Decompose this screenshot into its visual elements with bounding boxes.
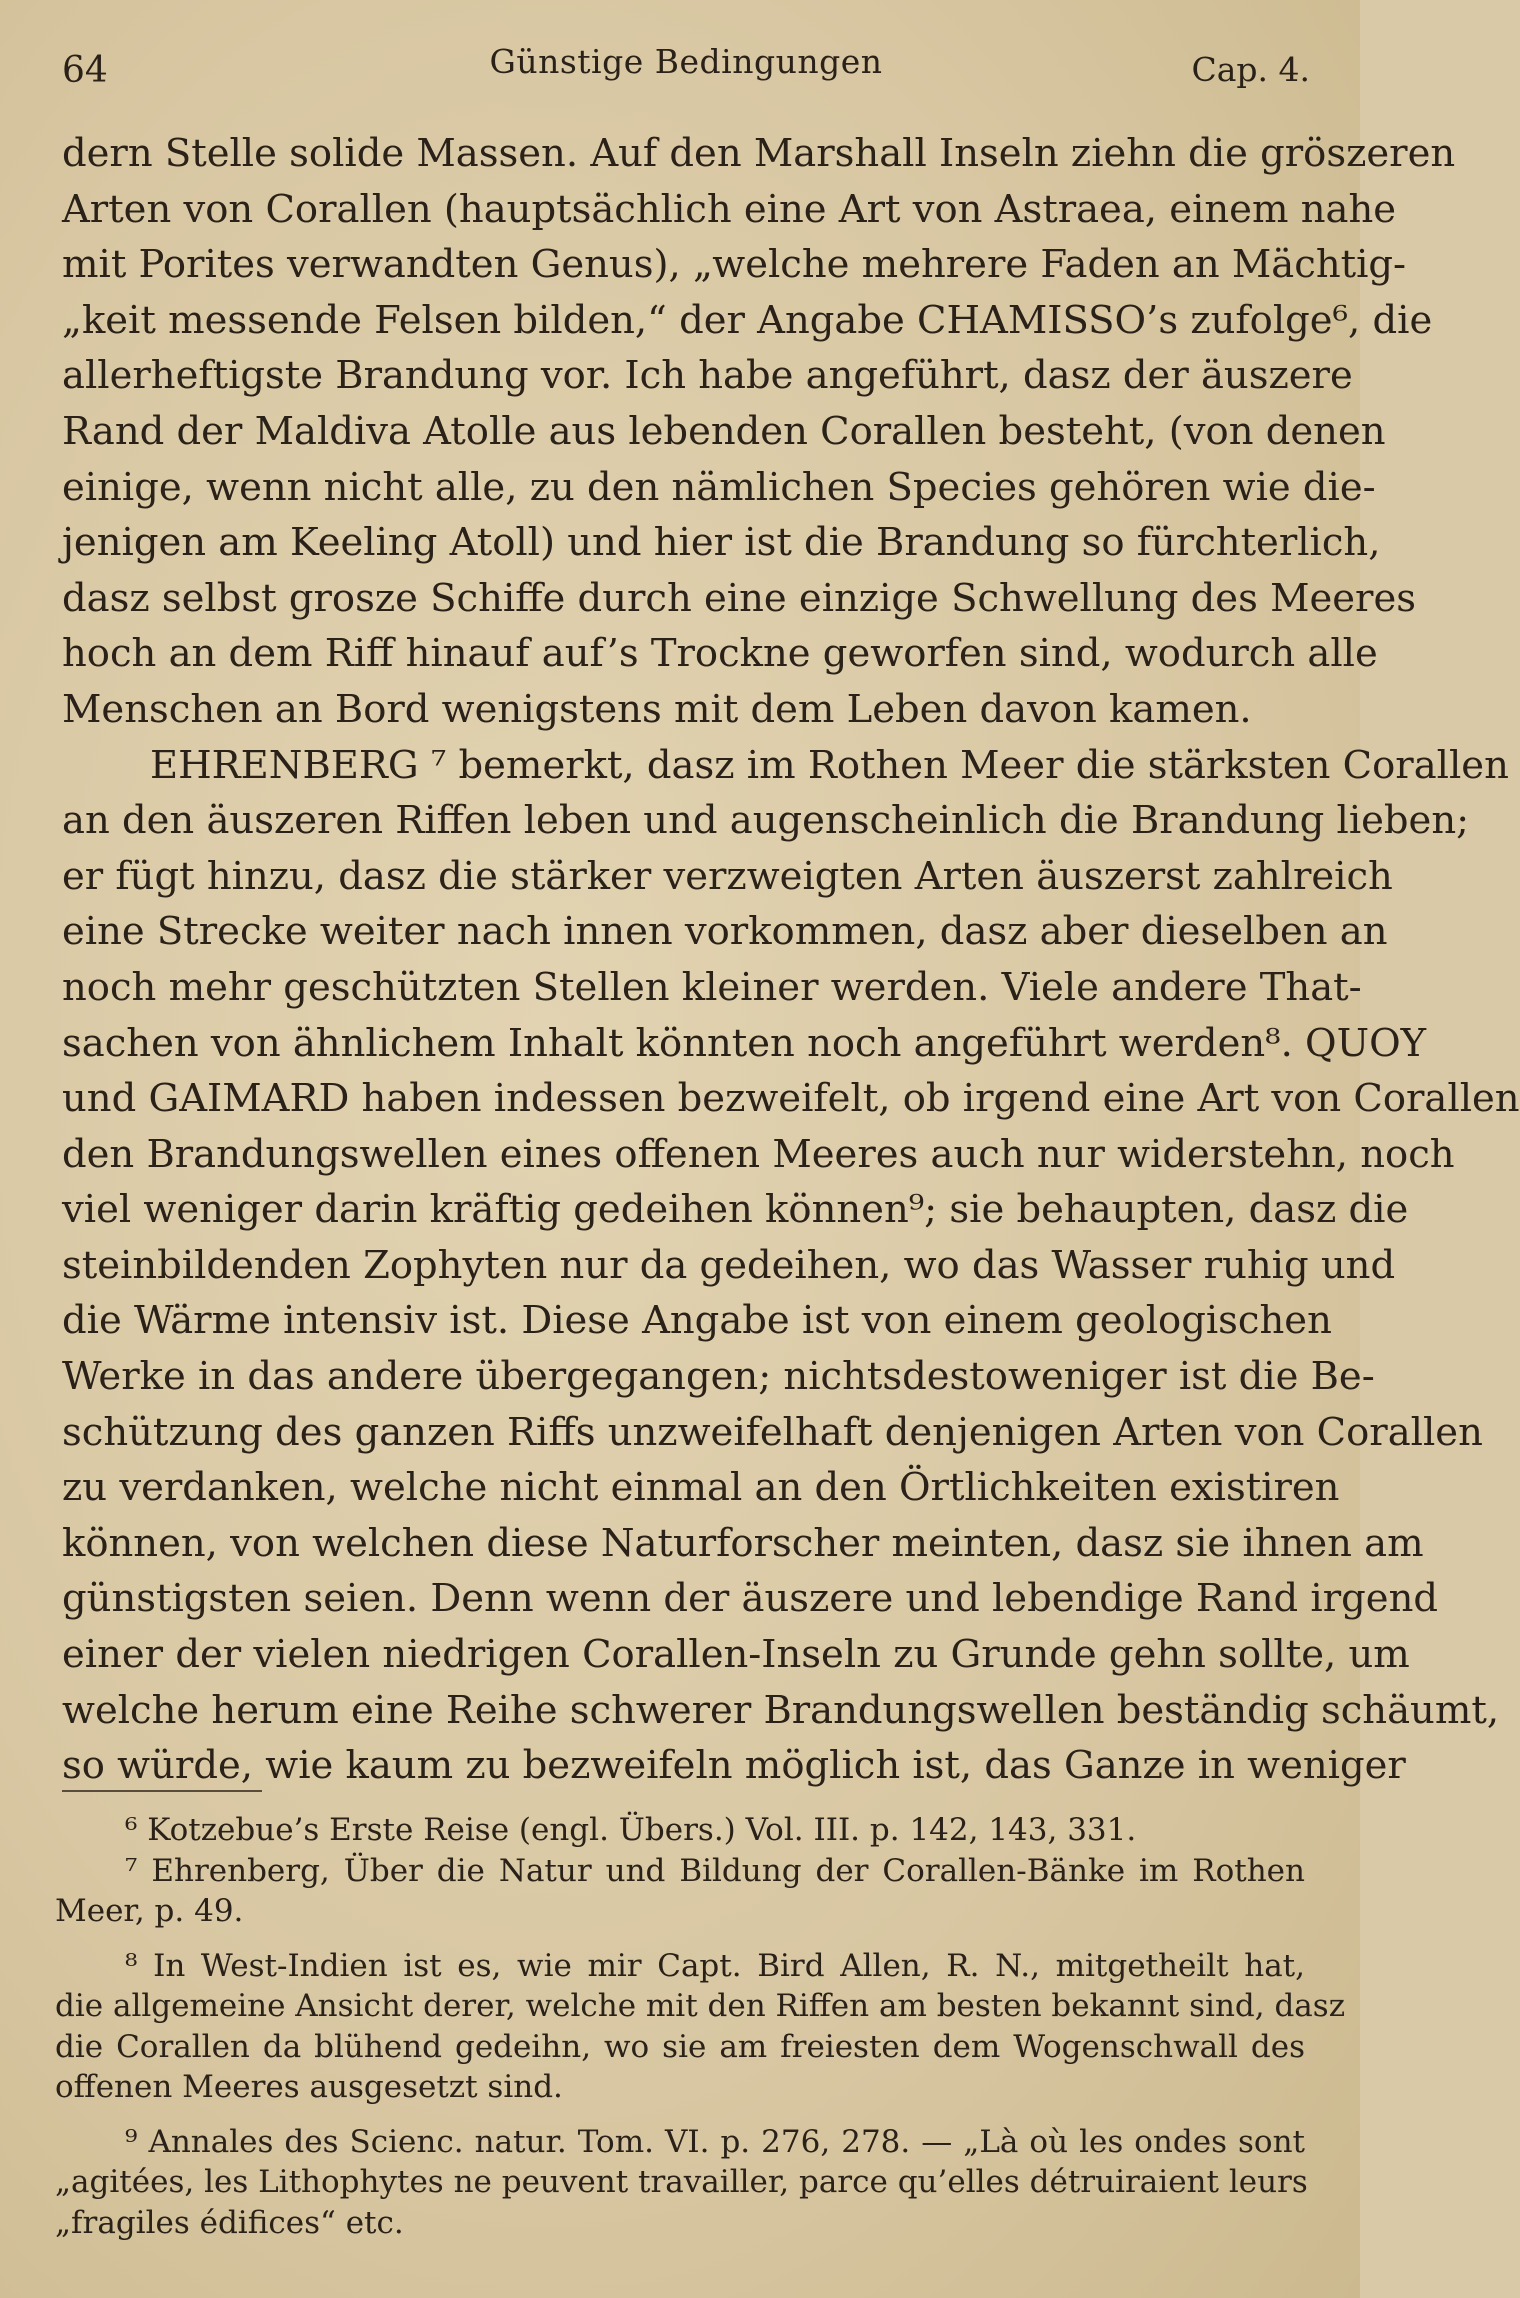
text-line: EHRENBERG ⁷ bemerkt, dasz im Rothen Meer die stärksten Corallen <box>150 742 1509 788</box>
footnote-line: ⁸ In West-Indien ist es, wie mir Capt. Bird Allen, R. N., mitgetheilt hat, <box>125 1947 1305 1984</box>
text-line: die Wärme intensiv ist. Diese Angabe ist von einem geologischen <box>62 1298 1332 1344</box>
text-line: eine Strecke weiter nach innen vorkommen, dasz aber dieselben an <box>62 909 1388 955</box>
text-line: welche herum eine Reihe schwerer Brandungswellen beständig schäumt, <box>62 1687 1500 1733</box>
text-line: den Brandungswellen eines offenen Meeres auch nur widerstehn, noch <box>62 1131 1455 1177</box>
text-line: sachen von ähnlichem Inhalt könnten noch angeführt werden⁸. QUOY <box>62 1020 1427 1066</box>
page-header <box>62 42 1310 92</box>
text-line: allerheftigste Brandung vor. Ich habe angeführt, dasz der äuszere <box>62 353 1353 399</box>
chapter-label: Cap. 4. <box>1191 50 1310 89</box>
text-line: einer der vielen niedrigen Corallen-Inseln zu Grunde gehn sollte, um <box>62 1632 1410 1678</box>
footnote-line: offenen Meeres ausgesetzt sind. <box>55 2069 563 2105</box>
text-line: zu verdanken, welche nicht einmal an den Örtlichkeiten existiren <box>62 1465 1340 1511</box>
running-title: Günstige Bedingungen <box>489 42 883 81</box>
footnote-line: „fragiles édifices“ etc. <box>55 2204 404 2241</box>
footnote-line: die Corallen da blühend gedeihn, wo sie am freiesten dem Wogenschwall des <box>55 2028 1305 2065</box>
text-line: einige, wenn nicht alle, zu den nämlichen Species gehören wie die- <box>62 464 1376 510</box>
text-line: schützung des ganzen Riffs unzweifelhaft denjenigen Arten von Corallen <box>62 1409 1483 1455</box>
text-line: mit Porites verwandten Genus), „welche mehrere Faden an Mächtig- <box>62 242 1407 288</box>
text-line: dasz selbst grosze Schiffe durch eine einzige Schwellung des Meeres <box>62 575 1417 621</box>
text-line: Rand der Maldiva Atolle aus lebenden Corallen besteht, (von denen <box>62 408 1386 454</box>
footnote-line: „agitées, les Lithophytes ne peuvent travailler, parce qu’elles détruiraient leurs <box>55 2164 1308 2200</box>
text-line: so würde, wie kaum zu bezweifeln möglich ist, das Ganze in weniger <box>62 1743 1406 1789</box>
text-line: jenigen am Keeling Atoll) und hier ist die Brandung so fürchterlich, <box>62 520 1381 566</box>
footnote-line: ⁶ Kotzebue’s Erste Reise (engl. Übers.) Vol. III. p. 142, 143, 331. <box>125 1812 1137 1848</box>
text-line: günstigsten seien. Denn wenn der äuszere und lebendige Rand irgend <box>62 1576 1439 1622</box>
footnote-7 <box>55 1851 1305 1932</box>
text-line: Menschen an Bord wenigstens mit dem Leben davon kamen. <box>62 686 1252 732</box>
footnotes <box>55 1810 1346 2243</box>
text-line: noch mehr geschützten Stellen kleiner werden. Viele andere That- <box>62 964 1362 1010</box>
text-line: hoch an dem Riff hinauf auf’s Trockne geworfen sind, wodurch alle <box>62 631 1378 677</box>
footnote-line: ⁷ Ehrenberg, Über die Natur und Bildung der Corallen-Bänke im Rothen <box>125 1852 1305 1889</box>
footnote-8 <box>55 1946 1346 2108</box>
text-line: und GAIMARD haben indessen bezweifelt, ob irgend eine Art von Corallen <box>62 1076 1520 1122</box>
text-line: er fügt hinzu, dasz die stärker verzweigten Arten äuszerst zahlreich <box>62 853 1393 899</box>
footnote-6 <box>55 1810 1305 1851</box>
footnote-divider <box>62 1790 262 1792</box>
text-line: Werke in das andere übergegangen; nichtsdestoweniger ist die Be- <box>62 1354 1375 1400</box>
text-line: steinbildenden Zophyten nur da gedeihen, wo das Wasser ruhig und <box>62 1242 1396 1288</box>
text-line: viel weniger darin kräftig gedeihen können⁹; sie behaupten, dasz die <box>62 1187 1409 1233</box>
text-line: „keit messende Felsen bilden,“ der Angabe CHAMISSO’s zufolge⁶, die <box>62 297 1433 343</box>
text-line: an den äuszeren Riffen leben und augenscheinlich die Brandung lieben; <box>62 798 1470 844</box>
footnote-line: Meer, p. 49. <box>55 1893 244 1929</box>
body-text <box>62 126 1520 1794</box>
text-line: können, von welchen diese Naturforscher meinten, dasz sie ihnen am <box>62 1520 1424 1566</box>
text-line: Arten von Corallen (hauptsächlich eine Art von Astraea, einem nahe <box>62 186 1397 232</box>
page-number: 64 <box>62 50 108 91</box>
footnote-9 <box>55 2122 1308 2244</box>
footnote-line: die allgemeine Ansicht derer, welche mit den Riffen am besten bekannt sind, dasz <box>55 1988 1346 2024</box>
footnote-line: ⁹ Annales des Scienc. natur. Tom. VI. p. 276, 278. — „Là où les ondes sont <box>125 2123 1305 2160</box>
text-line: dern Stelle solide Massen. Auf den Marshall Inseln ziehn die gröszeren <box>62 131 1456 176</box>
